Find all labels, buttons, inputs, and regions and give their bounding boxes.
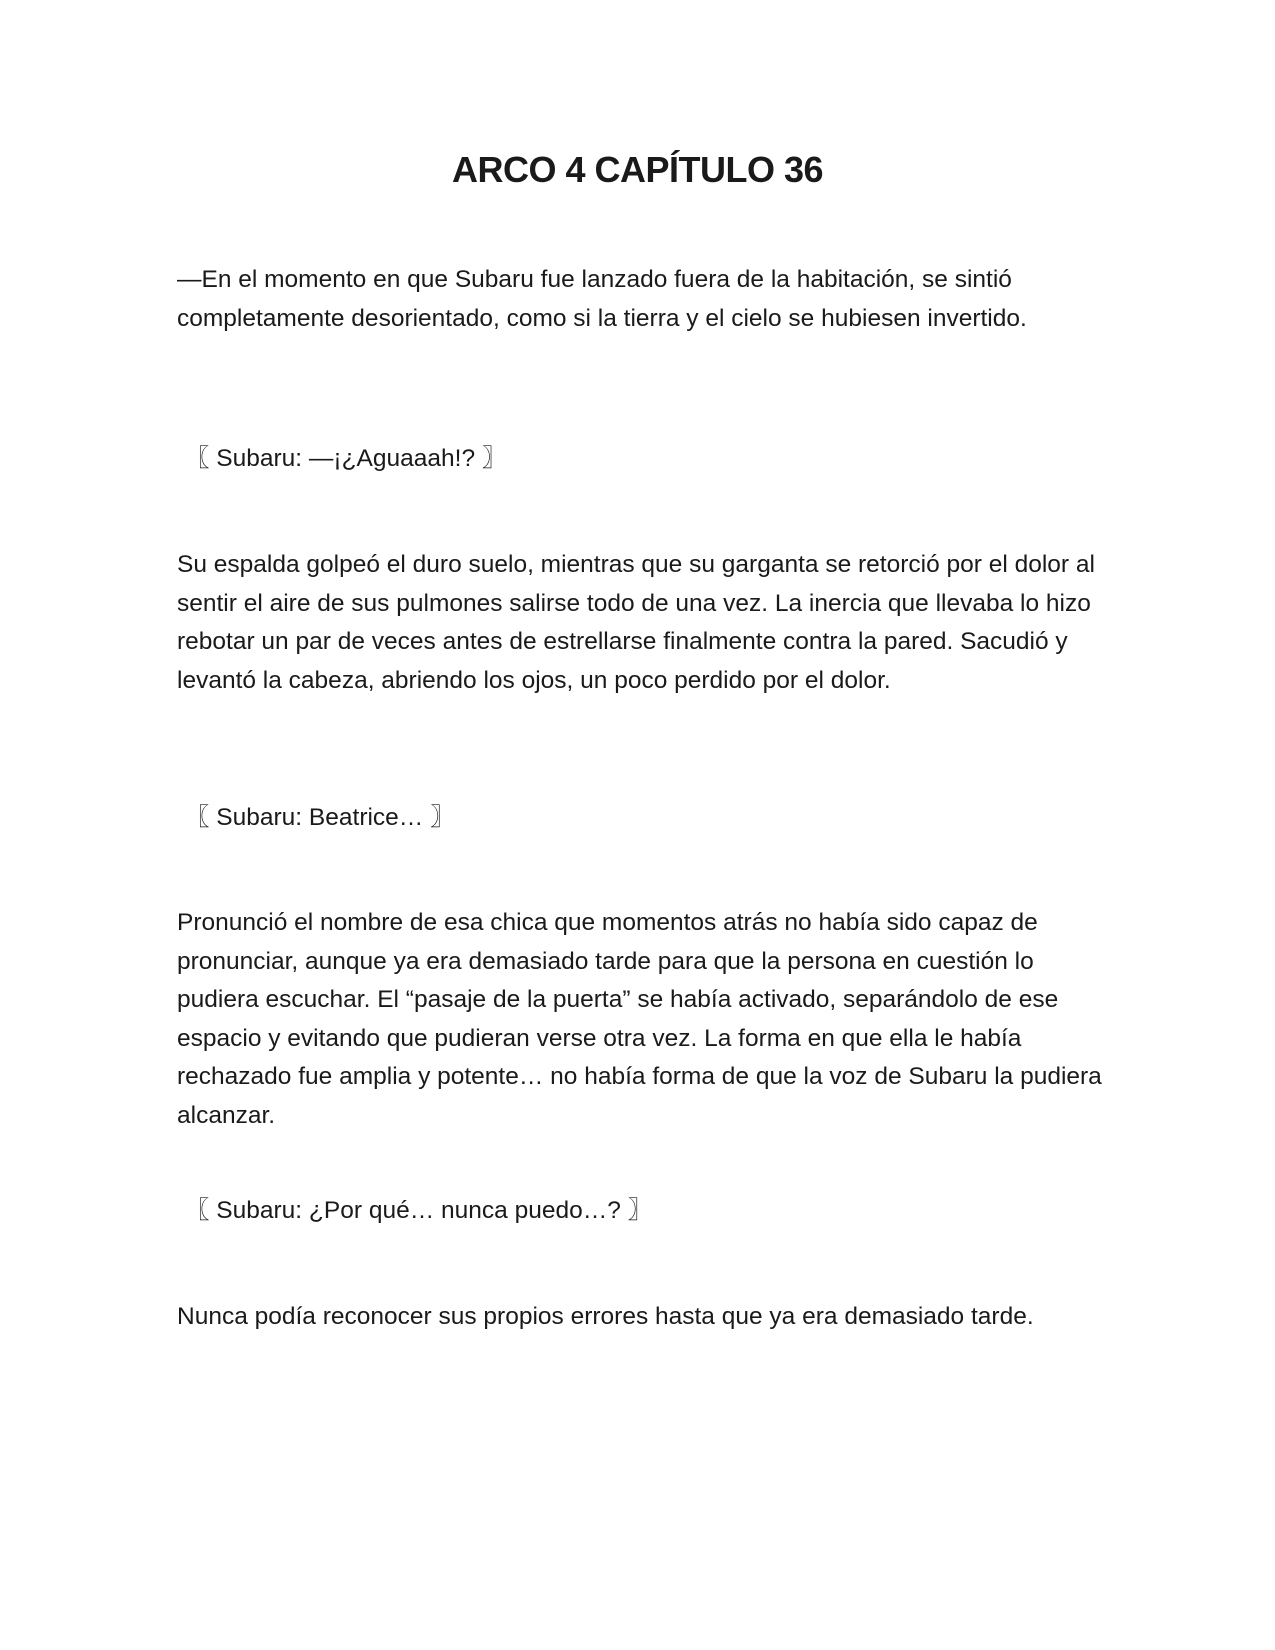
paragraph: —En el momento en que Subaru fue lanzado fuera de la habitación, se sintió completamente desorientado, como si la tierra y el cielo se hubiesen invertido.: [177, 266, 1027, 332]
paragraph: Su espalda golpeó el duro suelo, mientras que su garganta se retorció por el dolor al sentir el aire de sus pulmones salirse todo de una vez. La inercia que llevaba lo hizo rebotar un par de veces antes de estrellarse finalmente contra la pared. Sacudió y levantó la cabeza, abriendo los ojos, un poco perdido por el dolor.: [177, 551, 1095, 694]
dialogue-line: 〖 Subaru: ¿Por qué… nunca puedo…? 〗: [185, 1197, 653, 1224]
chapter-title: ARCO 4 CAPÍTULO 36: [451, 149, 824, 190]
paragraph: Pronunció el nombre de esa chica que momentos atrás no había sido capaz de pronunciar, aunque ya era demasiado tarde para que la persona en cuestión lo pudiera escuchar. El “pasaje de la puerta” se había activado, separándolo de ese espacio y evitando que pudieran verse otra vez. La forma en que ella le había rechazado fue amplia y potente… no había forma de que la voz de Subaru la pudiera alcanzar.: [177, 909, 1102, 1129]
dialogue-line: 〖 Subaru: —¡¿Aguaaah!? 〗: [185, 445, 507, 472]
dialogue-line: 〖 Subaru: Beatrice… 〗: [185, 804, 455, 831]
paragraph: Nunca podía reconocer sus propios errores hasta que ya era demasiado tarde.: [177, 1303, 1034, 1330]
